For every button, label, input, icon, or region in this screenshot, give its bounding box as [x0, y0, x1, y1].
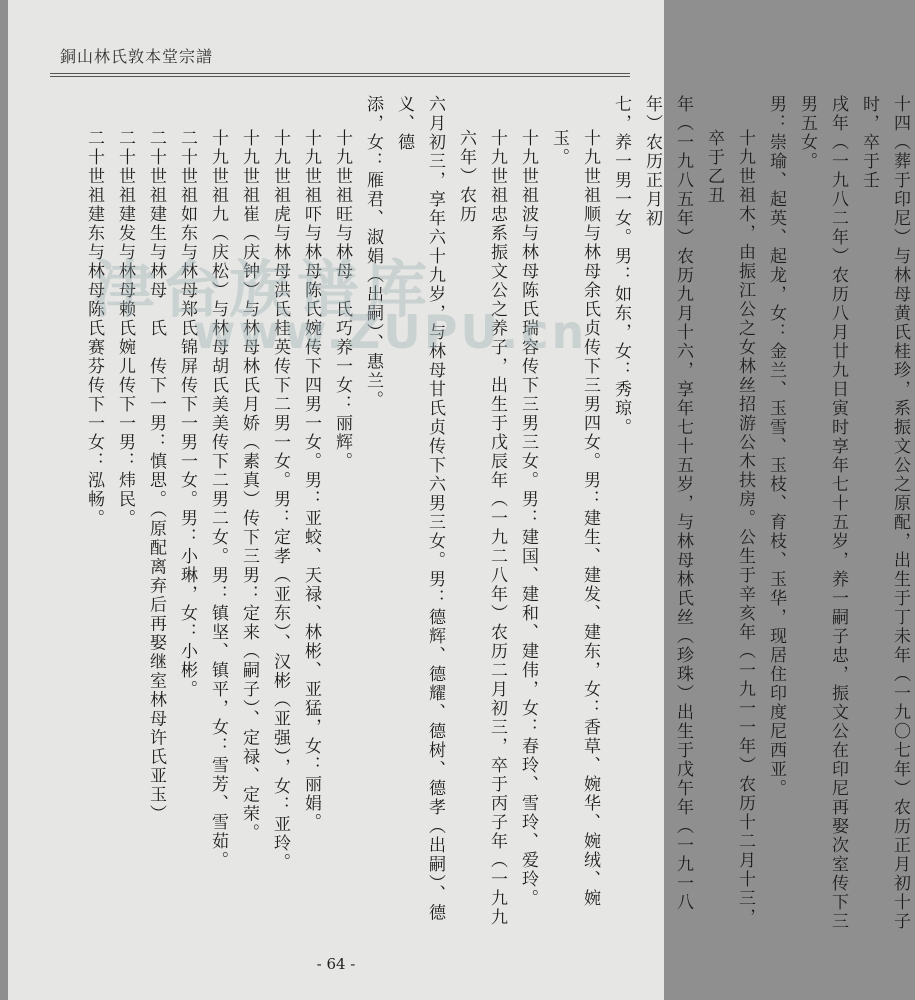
page-header-title: 銅山林氏敦本堂宗譜 [60, 47, 214, 66]
watermark-text: 津台族谱库 [93, 253, 434, 326]
watermark-url: www.ZUPU.cn [193, 305, 588, 359]
header-rule-bottom [50, 76, 630, 77]
text-column: 添，女：雁君、淑娟（出嗣）、惠兰。 [363, 95, 383, 410]
genealogy-text-area [78, 95, 910, 935]
text-column: 十九世祖波与林母陈氏瑞容传下三男三女。男：建国、建和、建伟，女：春玲、雪玲、爱玲。 [518, 129, 538, 908]
text-column: 七，养一男一女。男：如东，女：秀琼。 [611, 95, 631, 437]
page-number: - 64 - [316, 955, 356, 973]
text-column: 十九世祖顺与林母余氏贞传下三男四女。男：建生、建发、建东，女：香草、婉华、婉绒、婉玉。 [549, 129, 600, 908]
text-column: 年（一九八五年）农历九月十六，享年七十五岁，与林母林氏丝（珍珠）出生于戊午年（一九一八年）农历正月初 [642, 95, 693, 912]
text-column: 六月初三，享年六十九岁，与林母甘氏贞传下六男三女。男：德辉、德耀、德树、德孝（出嗣）、德义、德 [394, 95, 445, 923]
text-column: 十九世祖吓与林母陈氏婉传下四男一女。男：亚蛟、天禄、林彬、亚猛，女：丽娟。 [301, 129, 321, 832]
text-column: 戌年（一九八二年）农历八月廿九日寅时享年七十五岁，养一嗣子忠，振文公在印尼再娶次室传下三男五女。 [797, 95, 848, 931]
text-column: 二十世祖建生与林母 氏 传下一男：慎思。（原配离弃后再娶继室林母许氏亚玉） [146, 129, 166, 824]
text-column: 男：崇瑜、起英、起龙，女：金兰、玉雪、玉枝、育枝、玉华，现居住印度尼西亚。 [766, 95, 786, 798]
text-column: 十九世祖崔（庆钟）与林母林氏月娇（素真）传下三男：定来（嗣子）、定禄、定荣。 [239, 129, 259, 843]
text-column: 十九世祖木，由振江公之女林丝招游公木扶房。公生于辛亥年（一九一一年）农历十二月十三，卒于乙丑 [704, 129, 755, 927]
header-rule-top [50, 73, 630, 74]
book-page [8, 0, 910, 1000]
text-column: 十九世祖忠系振文公之养子，出生于戊辰年（一九二八年）农历二月初三，卒于丙子年（一九九六年）农历 [456, 129, 507, 927]
vertical-text-columns [78, 95, 915, 935]
text-column: 二十世祖建发与林母赖氏婉儿传下一男：炜民。 [115, 129, 135, 528]
text-column: 十九世祖旺与林母 氏巧养一女：丽辉。 [332, 129, 352, 471]
text-column: 二十世祖建东与林母陈氏赛芬传下一女：泓畅。 [84, 129, 104, 528]
text-column: 十九世祖虎与林母洪氏桂英传下二男一女。男：定孝（亚东）、汉彬（亚强），女：亚玲。 [270, 129, 290, 872]
text-column: 十九世祖九（庆松）与林母胡氏美美传下二男二女。男：镇坚、镇平，女：雪芳、雪茹。 [208, 129, 228, 870]
text-column: 十四（葬于印尼）与林母黄氏桂珍，系振文公之原配，出生于丁未年（一九〇七年）农历正月初十子时，卒于壬 [859, 95, 910, 931]
text-column: 二十世祖如东与林母郑氏锦屏传下一男一女。男：小琳，女：小彬。 [177, 129, 197, 699]
